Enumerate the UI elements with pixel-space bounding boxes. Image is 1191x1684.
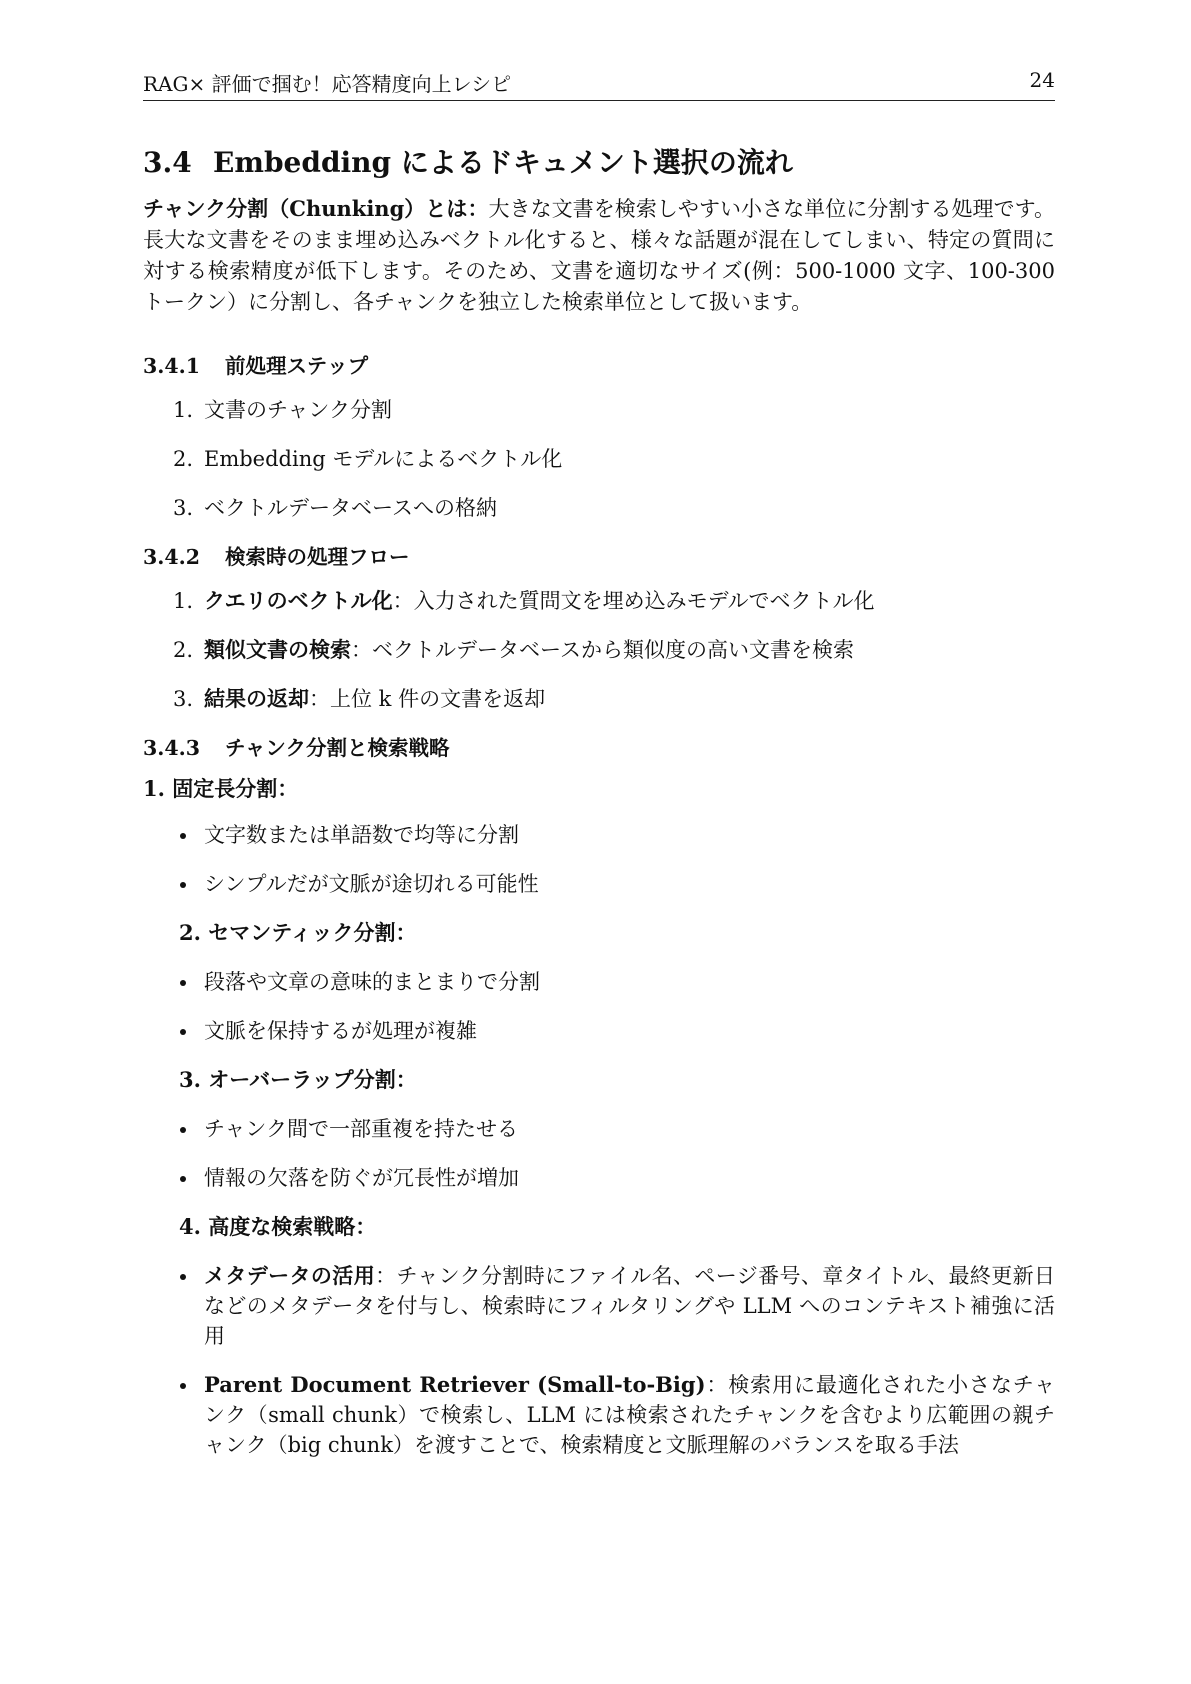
subsection-number: 3.4.3 <box>143 736 201 760</box>
item-text: チャンク間で一部重複を持たせる <box>204 1117 518 1141</box>
item-text: 情報の欠落を防ぐが冗長性が増加 <box>204 1166 519 1190</box>
list-item <box>143 493 1055 523</box>
item-number: 3. <box>173 496 194 520</box>
item-text: ：チャンク分割時にファイル名、ページ番号、章タイトル、最終更新日などのメタデータを付与し、検索時にフィルタリングや LLM へのコンテキスト補強に活用 <box>204 1264 1055 1348</box>
intro-term: チャンク分割（Chunking）とは： <box>143 196 489 221</box>
bullet-icon <box>180 1274 186 1280</box>
item-text: ：上位 k 件の文書を返却 <box>309 687 546 711</box>
section-number: 3.4 <box>143 146 192 179</box>
page-number: 24 <box>1029 68 1055 92</box>
list-item <box>143 1114 1055 1144</box>
item-text: 文脈を保持するが処理が複雑 <box>204 1019 477 1043</box>
strategy-bullet-list <box>143 1114 1055 1193</box>
subsection-heading-preprocessing <box>143 351 1055 381</box>
item-text: シンプルだが文脈が途切れる可能性 <box>204 872 539 896</box>
strategy-group-title: 3. オーバーラップ分割： <box>179 1067 417 1092</box>
preprocessing-steps-list <box>143 395 1055 523</box>
subsection-number: 3.4.2 <box>143 545 201 569</box>
subsection-heading-search-flow <box>143 542 1055 572</box>
subsection-title: 検索時の処理フロー <box>225 545 410 569</box>
list-item <box>143 967 1055 997</box>
item-text: Embedding モデルによるベクトル化 <box>204 447 563 471</box>
bullet-icon <box>180 1127 186 1133</box>
item-number: 2. <box>173 638 194 662</box>
list-item <box>143 586 1055 616</box>
item-text: 文字数または単語数で均等に分割 <box>204 823 519 847</box>
strategy-bullet-list <box>143 820 1055 899</box>
item-text: ベクトルデータベースへの格納 <box>204 496 497 520</box>
strategy-group-title: 4. 高度な検索戦略： <box>179 1214 377 1239</box>
subsection-heading-chunking-strategy <box>143 733 1055 763</box>
item-text: ：入力された質問文を埋め込みモデルでベクトル化 <box>392 589 875 613</box>
strategy-group-title: 1. 固定長分割： <box>143 776 299 801</box>
item-text: ：ベクトルデータベースから類似度の高い文書を検索 <box>351 638 854 662</box>
list-item <box>143 869 1055 899</box>
bullet-icon <box>180 1029 186 1035</box>
item-term: 類似文書の検索 <box>204 637 351 662</box>
subsection-number: 3.4.1 <box>143 354 201 378</box>
bullet-icon <box>180 1176 186 1182</box>
list-item <box>143 820 1055 850</box>
running-header <box>143 66 1055 101</box>
list-item <box>143 1016 1055 1046</box>
section-title: Embedding によるドキュメント選択の流れ <box>213 146 793 179</box>
item-number: 1. <box>173 589 194 613</box>
intro-text: 大きな文書を検索しやすい小さな単位に分割する処理です。長大な文書をそのまま埋め込みベクトル化すると、様々な話題が混在してしまい、特定の質問に対する検索精度が低下します。そのため、文書を適切なサイズ(例：500-1000 文字、100-300 トークン）に分割し、各チャンクを独立した検索単位として扱います。 <box>143 197 1055 314</box>
intro-paragraph <box>143 193 1055 318</box>
strategy-bullet-list <box>143 967 1055 1046</box>
list-item <box>143 395 1055 425</box>
list-item <box>143 1163 1055 1193</box>
item-term: クエリのベクトル化 <box>204 588 393 613</box>
item-term: メタデータの活用 <box>204 1263 376 1288</box>
section-heading <box>143 142 1055 184</box>
search-flow-list <box>143 586 1055 714</box>
strategy-group-title: 2. セマンティック分割： <box>179 920 417 945</box>
list-item <box>143 635 1055 665</box>
list-item <box>143 1370 1055 1460</box>
advanced-strategy-list <box>143 1261 1055 1460</box>
item-number: 3. <box>173 687 194 711</box>
list-item <box>143 684 1055 714</box>
bullet-icon <box>180 833 186 839</box>
bullet-icon <box>180 882 186 888</box>
item-term: 結果の返却 <box>204 686 309 711</box>
subsection-title: チャンク分割と検索戦略 <box>225 736 450 760</box>
list-item <box>143 444 1055 474</box>
item-text: 文書のチャンク分割 <box>204 398 392 422</box>
subsection-title: 前処理ステップ <box>225 354 369 378</box>
item-number: 2. <box>173 447 194 471</box>
item-text: 段落や文章の意味的まとまりで分割 <box>204 970 540 994</box>
list-item <box>143 1261 1055 1351</box>
item-number: 1. <box>173 398 194 422</box>
header-title: RAG× 評価で掴む！応答精度向上レシピ <box>143 72 512 96</box>
bullet-icon <box>180 980 186 986</box>
item-text: ：検索用に最適化された小さなチャンク（small chunk）で検索し、LLM には検索されたチャンクを含むより広範囲の親チャンク（big chunk）を渡すことで、検索精度と文脈理解のバランスを取る手法 <box>204 1373 1055 1457</box>
page-content <box>143 142 1055 1479</box>
bullet-icon <box>180 1383 186 1389</box>
item-term: Parent Document Retriever (Small-to-Big) <box>204 1372 706 1397</box>
